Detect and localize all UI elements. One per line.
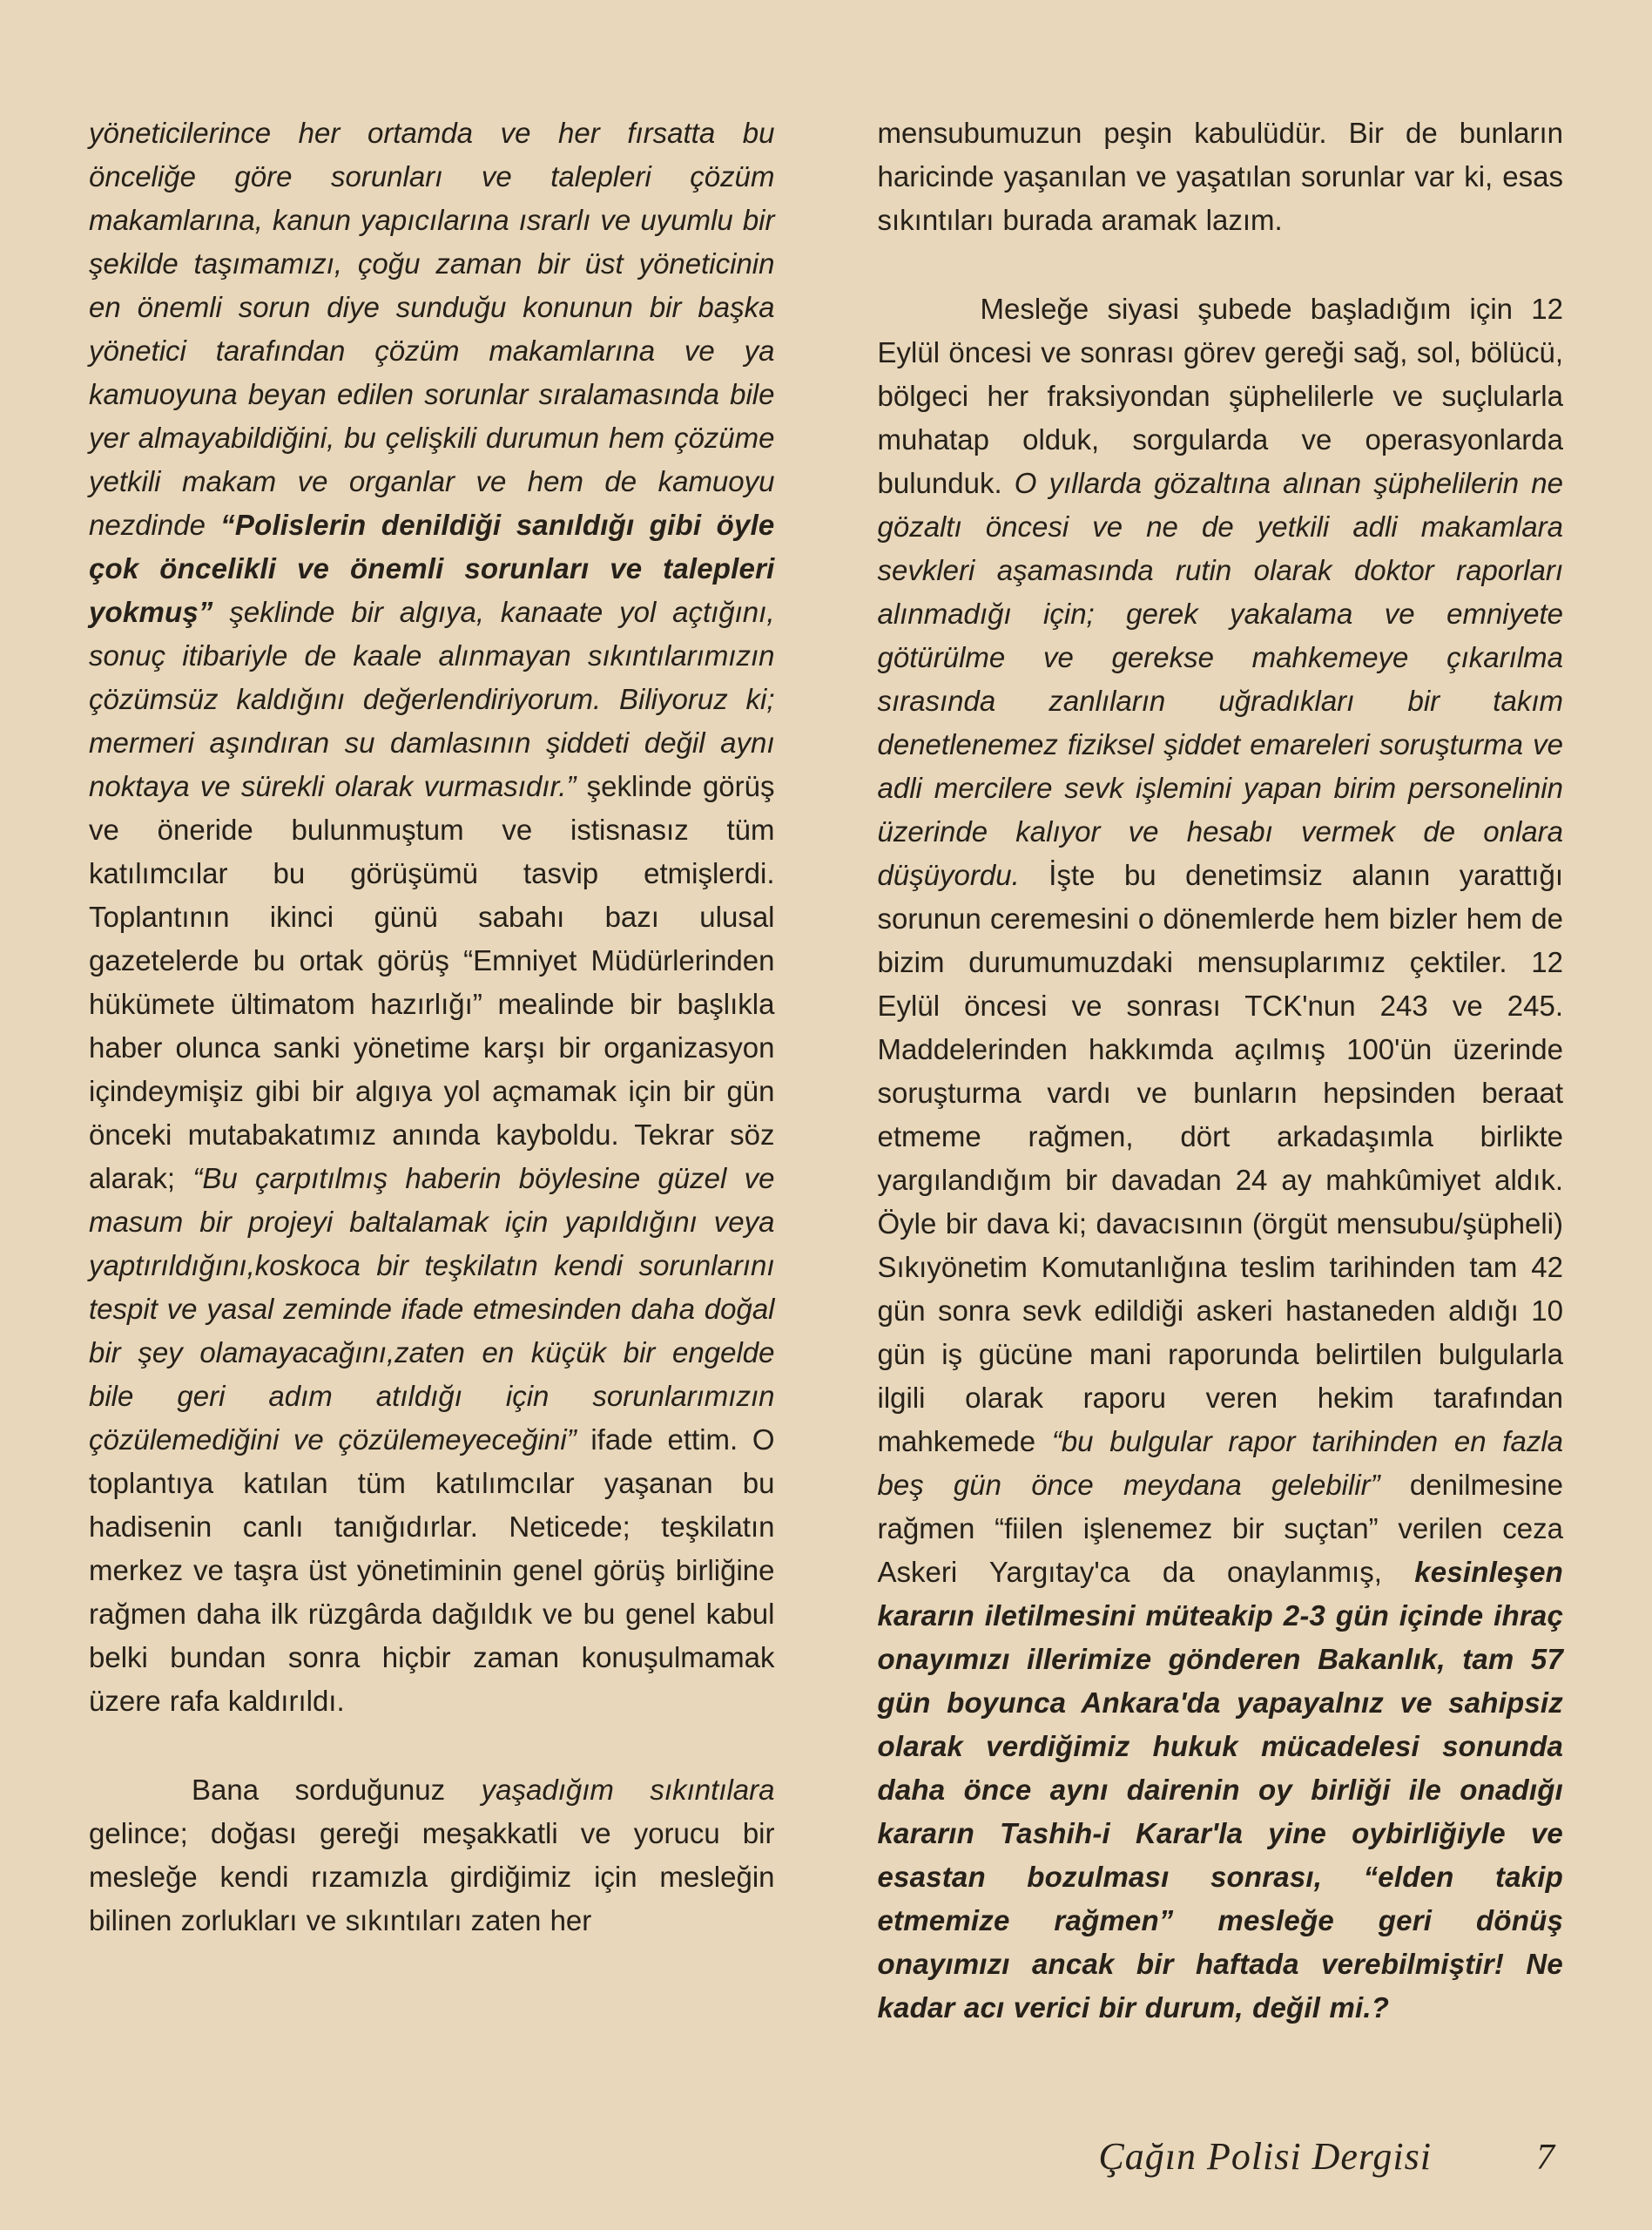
text-run: ifade ettim. O toplantıya katılan tüm katılımcılar yaşanan bu hadisenin canlı tanığıdırlar. Neticede; teşkilatın merkez ve taşra üst yönetiminin genel görüş birliğine rağmen daha ilk rüzgârda dağıldık ve bu genel kabul belki bundan sonra hiçbir zaman konuşulmamak üzere rafa kaldırıldı. <box>89 1423 775 1717</box>
text-run: gelince; doğası gereği meşakkatli ve yorucu bir mesleğe kendi rızamızla girdiğimiz için mesleğin bilinen zorlukları ve sıkıntıları zaten her <box>89 1817 775 1936</box>
text-run: İşte bu denetimsiz alanın yarattığı sorunun ceremesini o dönemlerde hem bizler hem de bizim durumumuzdaki mensuplarımız çektiler. 12 Eylül öncesi ve sonrası TCK'nun 243 ve 245. Maddelerinden hakkımda açılmış 100'ün üzerinde soruşturma vardı ve bunların hepsinden beraat etmeme rağmen, dört arkadaşımla birlikte yargılandığım bir davadan 24 ay mahkûmiyet aldık. Öyle bir dava ki; davacısının (örgüt mensubu/şüpheli) Sıkıyönetim Komutanlığına teslim tarihinden tam 42 gün sonra sevk edildiği askeri hastaneden aldığı 10 gün iş gücüne mani raporunda belirtilen bulgularla ilgili olarak raporu veren hekim tarafından mahkemede <box>877 859 1563 1457</box>
paragraph <box>878 287 1564 2030</box>
text-columns <box>89 112 1563 2030</box>
right-column <box>878 112 1564 2030</box>
italic-run: yöneticilerince her ortamda ve her fırsatta bu önceliğe göre sorunları ve talepleri çözüm makamlarına, kanun yapıcılarına ısrarlı ve uyumlu bir şekilde taşımamızı, çoğu zaman bir üst yöneticinin en önemli sorun diye sunduğu konunun bir başka yönetici tarafından çözüm makamlarına ve ya kamuoyuna beyan edilen sorunlar sıralamasında bile yer almayabildiğini, bu çelişkili durumun hem çözüme yetkili makam ve organlar ve hem de kamuoyu nezdinde <box>89 117 775 541</box>
paragraph <box>89 1768 775 1943</box>
text-run: şeklinde görüş ve öneride bulunmuştum ve istisnasız tüm katılımcılar bu görüşümü tasvip etmişlerdi. Toplantının ikinci günü sabahı bazı ulusal gazetelerde bu ortak görüş “Emniyet Müdürlerinden hükümete ültimatom hazırlığı” mealinde bir başlıkla haber olunca sanki yönetime karşı bir organizasyon içindeymişiz gibi bir algıya yol açmamak için bir gün önceki mutabakatımız anında kayboldu. Tekrar söz alarak; <box>89 770 775 1194</box>
italic-run: şeklinde bir algıya, kanaate yol açtığını, sonuç itibariyle de kaale alınmayan sıkıntılarımızın çözümsüz kaldığını değerlendiriyorum. Biliyoruz ki; mermeri aşındıran su damlasının şiddeti değil aynı noktaya ve sürekli olarak vurmasıdır.” <box>89 596 775 802</box>
italic-run: yaşadığım sıkıntılara <box>481 1774 775 1806</box>
text-run: Mesleğe siyasi şubede başladığım için 12 Eylül öncesi ve sonrası görev gereği sağ, sol, bölücü, bölgeci her fraksiyondan şüphelilerle ve suçlularla muhatap olduk, sorgularda ve operasyonlarda bulunduk. <box>877 293 1563 499</box>
page-number: 7 <box>1536 2138 1554 2178</box>
text-run: denilmesine rağmen “fiilen işlenemez bir suçtan” verilen ceza Askeri Yargıtay'ca da onaylanmış, <box>877 1469 1563 1588</box>
text-run: mensubumuzun peşin kabulüdür. Bir de bunların haricinde yaşanılan ve yaşatılan sorunlar var ki, esas sıkıntıları burada aramak lazım. <box>877 117 1563 236</box>
paragraph <box>89 112 775 1723</box>
bold-italic-run: “Polislerin denildiği sanıldığı gibi öyle çok öncelikli ve önemli sorunları ve talepleri yokmuş” <box>89 509 775 628</box>
bold-italic-run: kesinleşen kararın iletilmesini müteakip 2-3 gün içinde ihraç onayımızı illerimize gönderen Bakanlık, tam 57 gün boyunca Ankara'da yapayalnız ve sahipsiz olarak verdiğimiz hukuk mücadelesi sonunda daha önce aynı dairenin oy birliği ile onadığı kararın Tashih-i Karar'la yine oybirliğiyle ve esastan bozulması sonrası, “elden takip etmemize rağmen” mesleğe geri dönüş onayımızı ancak bir haftada verebilmiştir! Ne kadar acı verici bir durum, değil mi.? <box>877 1556 1563 2024</box>
text-run: Bana sorduğunuz <box>192 1774 482 1806</box>
journal-title: Çağın Polisi Dergisi <box>1098 2135 1432 2178</box>
left-column <box>89 112 775 2030</box>
italic-run: “bu bulgular rapor tarihinden en fazla beş gün önce meydana gelebilir” <box>877 1425 1564 1501</box>
italic-run: O yıllarda gözaltına alınan şüphelilerin ne gözaltı öncesi ve ne de yetkili adli makamlara sevkleri aşamasında rutin olarak doktor raporları alınmadığı için; gerek yakalama ve emniyete götürülme ve gerekse mahkemeye çıkarılma sırasında zanlıların uğradıkları bir takım denetlenemez fiziksel şiddet emareleri soruşturma ve adli mercilere sevk işlemini yapan birim personelinin üzerinde kalıyor ve hesabı vermek de onlara düşüyordu. <box>877 467 1563 891</box>
paragraph <box>878 112 1564 242</box>
italic-run: “Bu çarpıtılmış haberin böylesine güzel ve masum bir projeyi baltalamak için yapıldığını veya yaptırıldığını,koskoca bir teşkilatın kendi sorunlarını tespit ve yasal zeminde ifade etmesinden daha doğal bir şey olamayacağını,zaten en küçük bir engelde bile geri adım atıldığı için sorunlarımızın çözülemediğini ve çözülemeyeceğini” <box>89 1162 775 1456</box>
page-footer <box>1098 2135 1554 2179</box>
